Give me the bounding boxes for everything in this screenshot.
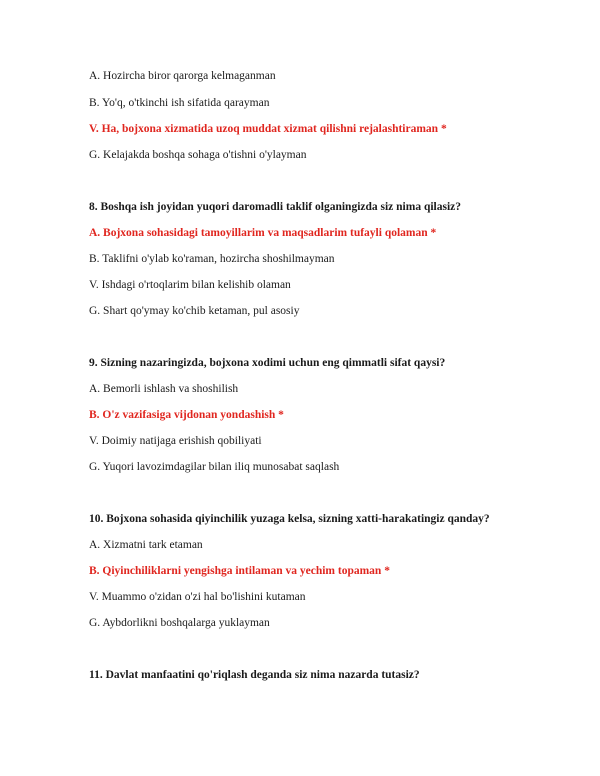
option-q9-b-correct: B. O'z vazifasiga vijdonan yondashish * [89,409,284,421]
option-q10-g: G. Aybdorlikni boshqalarga yuklayman [89,617,270,629]
question-11-title: 11. Davlat manfaatini qo'riqlash deganda siz nima nazarda tutasiz? [89,669,420,681]
option-q10-a: A. Xizmatni tark etaman [89,539,203,551]
question-9-title: 9. Sizning nazaringizda, bojxona xodimi uchun eng qimmatli sifat qaysi? [89,357,446,369]
option-q7-v-correct: V. Ha, bojxona xizmatida uzoq muddat xizmat qilishni rejalashtiraman * [89,123,447,135]
option-q8-v: V. Ishdagi o'rtoqlarim bilan kelishib olaman [89,279,291,291]
option-q8-b: B. Taklifni o'ylab ko'raman, hozircha shoshilmayman [89,253,335,265]
option-q9-a: A. Bemorli ishlash va shoshilish [89,383,239,395]
question-10-title: 10. Bojxona sohasida qiyinchilik yuzaga kelsa, sizning xatti-harakatingiz qanday? [89,513,490,525]
option-q8-a-correct: A. Bojxona sohasidagi tamoyillarim va maqsadlarim tufayli qolaman * [89,227,437,239]
option-q7-g: G. Kelajakda boshqa sohaga o'tishni o'ylayman [89,149,307,161]
option-q7-a: A. Hozircha biror qarorga kelmaganman [89,70,276,82]
option-q10-v: V. Muammo o'zidan o'zi hal bo'lishini kutaman [89,591,306,603]
option-q9-v: V. Doimiy natijaga erishish qobiliyati [89,435,262,447]
option-q7-b: B. Yo'q, o'tkinchi ish sifatida qarayman [89,97,270,109]
option-q9-g: G. Yuqori lavozimdagilar bilan iliq munosabat saqlash [89,461,340,473]
option-q8-g: G. Shart qo'ymay ko'chib ketaman, pul asosiy [89,305,300,317]
question-8-title: 8. Boshqa ish joyidan yuqori daromadli taklif olganingizda siz nima qilasiz? [89,201,462,213]
option-q10-b-correct: B. Qiyinchiliklarni yengishga intilaman va yechim topaman * [89,565,390,577]
